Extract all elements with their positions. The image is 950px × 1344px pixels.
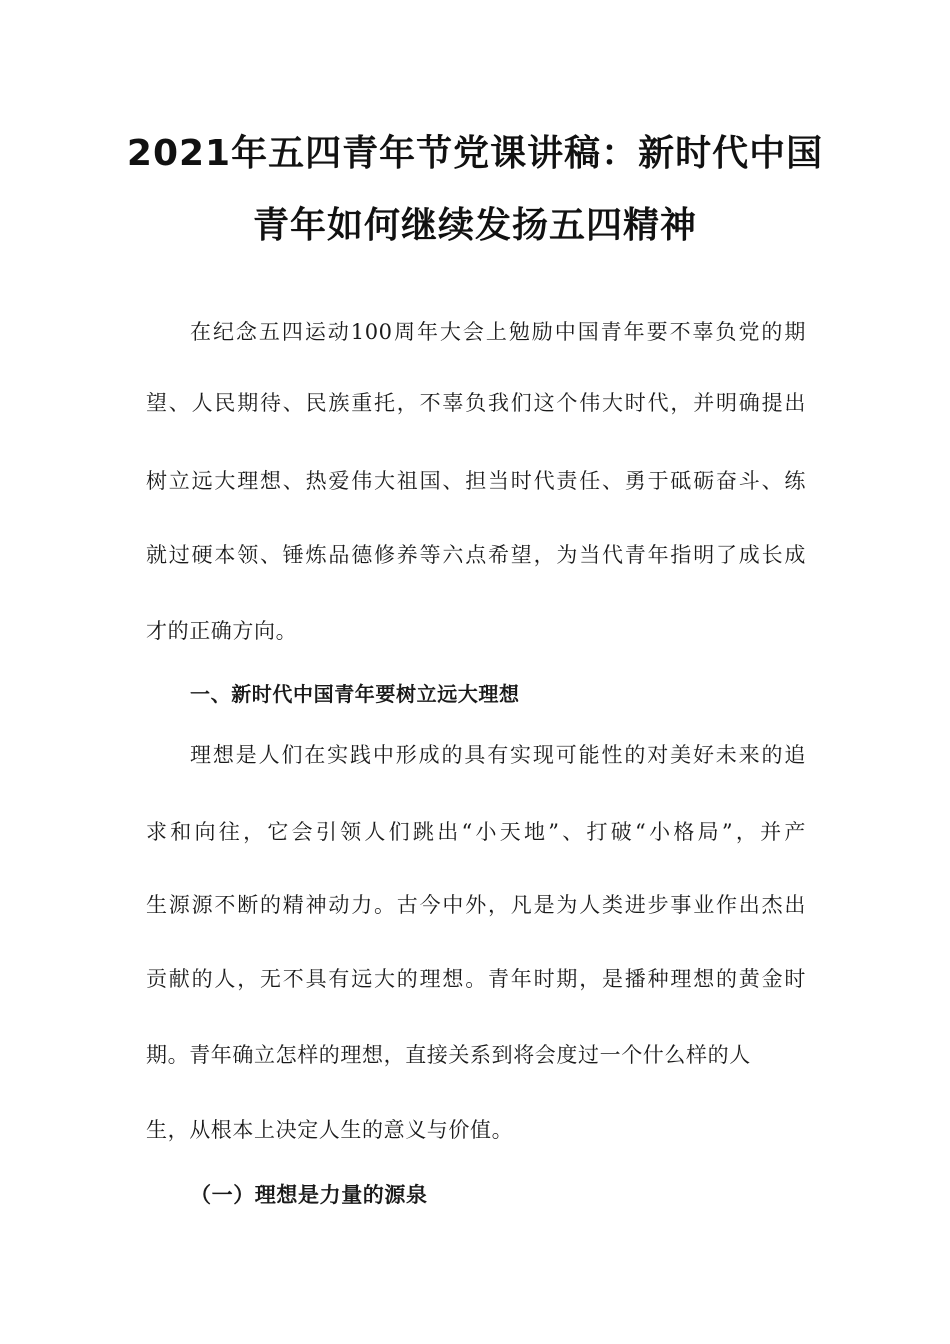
subsection-1-heading: （一）理想是力量的源泉 [190,1182,428,1207]
paragraph-2-line-1: 理想是人们在实践中形成的具有实现可能性的对美好未来的追 [190,743,806,767]
paragraph-1-line-1: 在纪念五四运动100周年大会上勉励中国青年要不辜负党的期 [190,320,806,344]
paragraph-1-line-3: 树立远大理想、热爱伟大祖国、担当时代责任、勇于砥砺奋斗、练 [146,469,806,493]
paragraph-2-line-6: 生，从根本上决定人生的意义与价值。 [146,1118,514,1142]
document-title-line-2: 青年如何继续发扬五四精神 [252,205,697,246]
paragraph-2-line-3: 生源源不断的精神动力。古今中外，凡是为人类进步事业作出杰出 [146,893,806,917]
document-title-line-1: 2021年五四青年节党课讲稿：新时代中国 [126,133,824,174]
paragraph-1-line-2: 望、人民期待、民族重托，不辜负我们这个伟大时代，并明确提出 [146,391,806,415]
paragraph-1-line-5: 才的正确方向。 [146,619,298,643]
paragraph-2-line-2: 求和向往，它会引领人们跳出“小天地”、打破“小格局”，并产 [146,820,806,844]
paragraph-2-line-5: 期。青年确立怎样的理想，直接关系到将会度过一个什么样的人 [146,1043,751,1067]
paragraph-2-line-4: 贡献的人，无不具有远大的理想。青年时期，是播种理想的黄金时 [146,967,806,991]
paragraph-1-line-4: 就过硬本领、锤炼品德修养等六点希望，为当代青年指明了成长成 [146,543,806,567]
section-1-heading: 一、新时代中国青年要树立远大理想 [190,682,520,706]
